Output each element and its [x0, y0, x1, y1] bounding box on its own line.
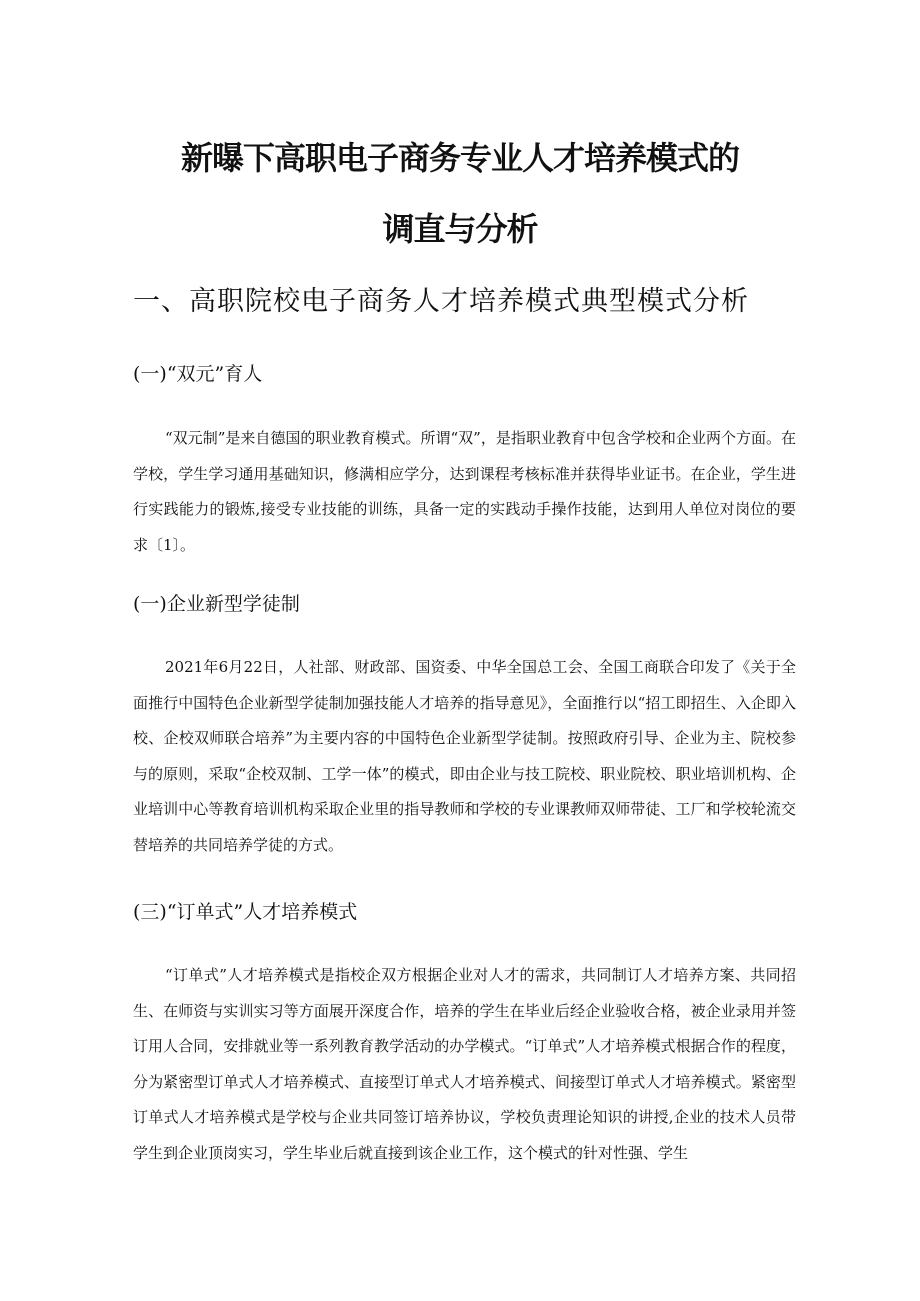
subsection-heading-dual-system: (一)“双元”育人: [133, 363, 263, 385]
paragraph-dual-system: “双元制”是来自德国的职业教育模式。所谓“双”，是指职业教育中包含学校和企业两个方面。在学校，学生学习通用基础知识，修满相应学分，达到课程考核标准并获得毕业证书。在企业，学生进行实践能力的锻炼,接受专业技能的训练，具备一定的实践动手操作技能，达到用人单位对岗位的要求〔1〕。: [133, 429, 796, 554]
paragraph-order-based: “订单式”人才培养模式是指校企双方根据企业对人才的需求，共同制订人才培养方案、共同招生、在师资与实训实习等方面展开深度合作，培养的学生在毕业后经企业验收合格，被企业录用并签订用人合同，安排就业等一系列教育教学活动的办学模式。“订单式”人才培养模式根据合作的程度，分为紧密型订单式人才培养模式、直接型订单式人才培养模式、间接型订单式人才培养模式。紧密型订单式人才培养模式是学校与企业共同签订培养协议，学校负责理论知识的讲授,企业的技术人员带学生到企业顶岗实习，学生毕业后就直接到该企业工作，这个模式的针对性强、学生: [133, 966, 796, 1162]
paragraph-apprenticeship: 2021年6月22日，人社部、财政部、国资委、中华全国总工会、全国工商联合印发了《关于全面推行中国特色企业新型学徒制加强技能人才培养的指导意见》，全面推行以“招工即招生、入企即入校、企校双师联合培养”为主要内容的中国特色企业新型学徒制。按照政府引导、企业为主、院校参与的原则，采取“企校双制、工学一体”的模式，即由企业与技工院校、职业院校、职业培训机构、企业培训中心等教育培训机构采取企业里的指导教师和学校的专业课教师双师带徒、工厂和学校轮流交替培养的共同培养学徒的方式。: [133, 658, 796, 854]
document-title-line-2: 调直与分析: [382, 210, 538, 248]
subsection-heading-order-based: (三)“订单式”人才培养模式: [133, 901, 358, 923]
document-title-line-1: 新曝下高职电子商务专业人才培养模式的: [180, 139, 739, 177]
subsection-heading-apprenticeship: (一)企业新型学徒制: [133, 593, 300, 615]
section-heading-1: 一、高职院校电子商务人才培养模式典型模式分析: [133, 286, 749, 317]
